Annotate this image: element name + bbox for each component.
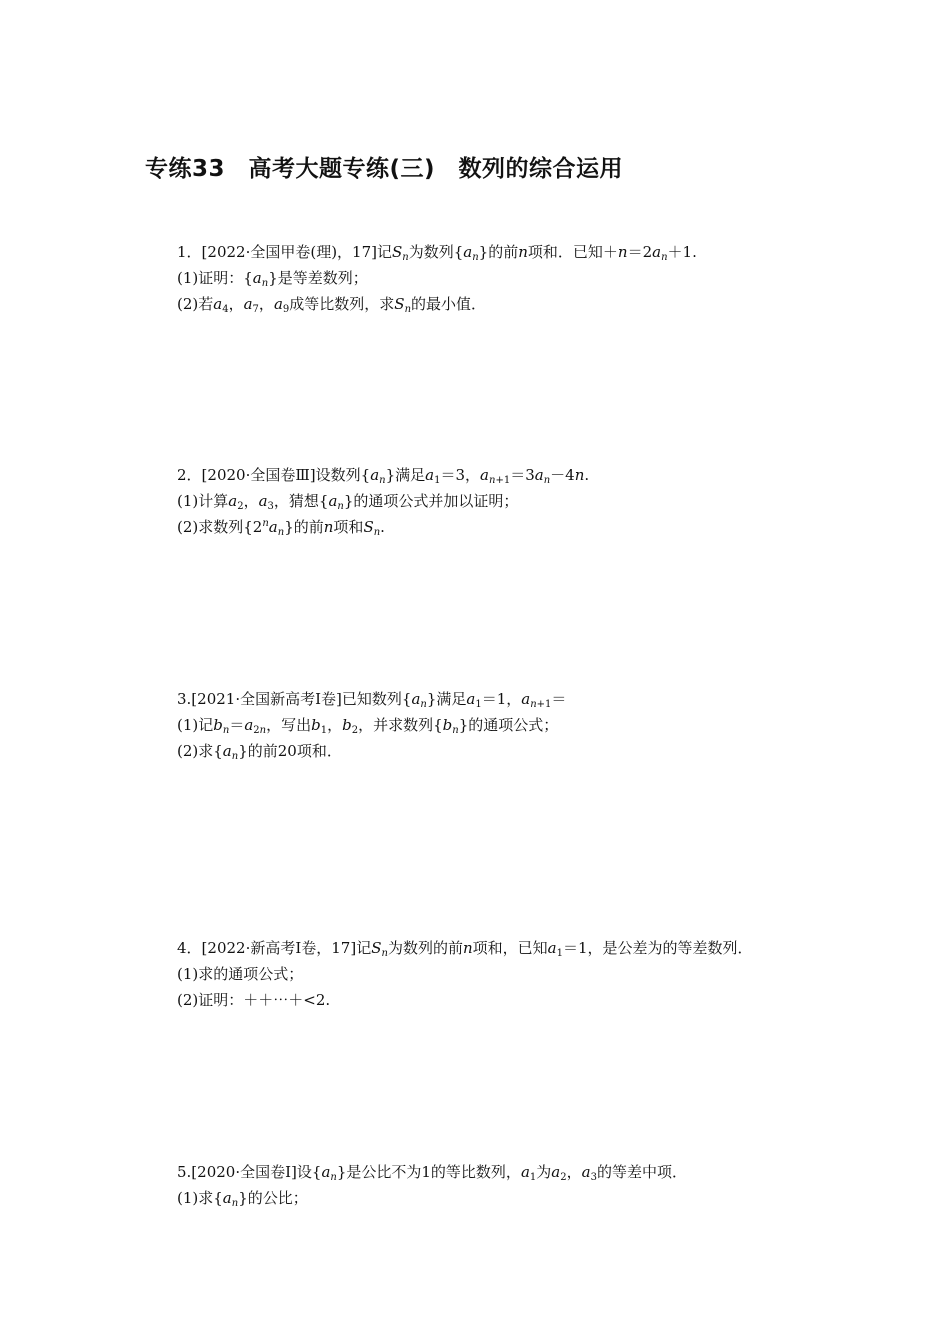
problem-2-statement: 2．[2020·全国卷Ⅲ]设数列$\{a_n\}$满足$a_1=3$，$a_{n+1}=3a_n-4n$. <box>177 466 590 486</box>
problem-3 <box>177 686 877 764</box>
problem-2-part-1: (1)计算$a_2$，$a_3$，猜想$\{a_n\}$的通项公式并加以证明； <box>177 492 519 512</box>
problem-3-part-2: (2)求$\{a_n\}$的前20项和． <box>177 742 342 762</box>
problem-3-statement: 3.[2021·全国新高考Ⅰ卷]已知数列$\{a_n\}$满足$a_1=1$，$a_{n+1}=$ <box>177 690 567 710</box>
problem-4-part-1: (1)求的通项公式； <box>177 965 304 983</box>
problem-4 <box>177 935 877 1013</box>
problem-1-part-1: (1)证明：$\{a_n\}$是等差数列； <box>177 269 368 289</box>
problem-2-part-2: (2)求数列$\{2^na_n\}$的前n项和$S_n$. <box>177 518 385 538</box>
problem-2 <box>177 462 877 540</box>
page-title: 专练33 高考大题专练(三) 数列的综合运用 <box>145 156 624 182</box>
problem-1 <box>177 239 877 317</box>
problem-1-part-2: (2)若$a_4$，$a_7$，$a_9$成等比数列，求$S_n$的最小值． <box>177 295 487 315</box>
problem-5 <box>177 1159 877 1211</box>
problem-5-part-1: (1)求$\{a_n\}$的公比； <box>177 1189 308 1209</box>
problem-1-statement: 1．[2022·全国甲卷(理)，17]记$S_n$为数列$\{a_n\}$的前n项和．已知$+n=2a_n+1$. <box>177 243 697 263</box>
problem-3-part-1: (1)记$b_n=a_{2n}$，写出$b_1$，$b_2$，并求数列$\{b_n\}$的通项公式； <box>177 716 559 736</box>
problem-4-part-2: (2)证明：＋＋⋯＋<2. <box>177 991 331 1009</box>
problem-5-statement: 5.[2020·全国卷Ⅰ]设$\{a_n\}$是公比不为1的等比数列，$a_1$为$a_2$，$a_3$的等差中项． <box>177 1163 687 1183</box>
problem-4-statement: 4．[2022·新高考Ⅰ卷，17]记$S_n$为数列的前n项和，已知$a_1=1$，是公差为的等差数列． <box>177 939 753 959</box>
